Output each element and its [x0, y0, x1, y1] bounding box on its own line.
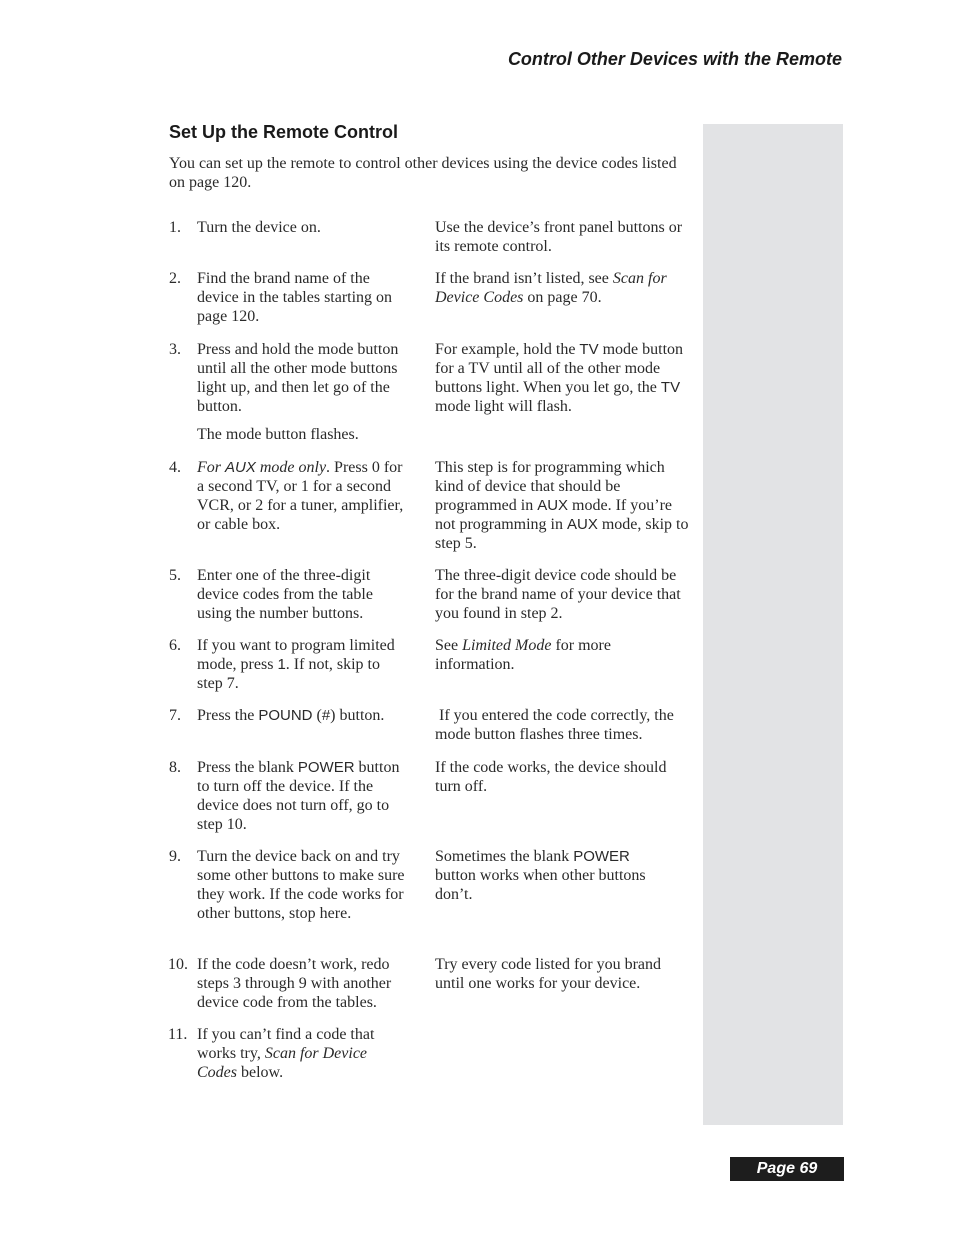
side-margin-panel — [703, 124, 843, 1125]
button-name: TV — [660, 379, 681, 396]
intro-paragraph: You can set up the remote to control other devices using the device codes listed on page 120. — [169, 155, 677, 191]
step-instruction — [197, 1025, 397, 1082]
step-instruction — [197, 458, 407, 534]
step-number: 8. — [169, 759, 181, 776]
step-note: If you entered the code correctly, the mode button flashes three times. — [435, 707, 678, 743]
step-note — [435, 458, 690, 553]
step-instruction: Enter one of the three-digit device codes from the table using the number buttons. — [197, 567, 373, 622]
button-name: POUND — [258, 707, 313, 724]
step-number: 1. — [169, 219, 181, 236]
step-instruction: If the code doesn’t work, redo steps 3 through 9 with another device code from the tables. — [197, 956, 392, 1011]
button-name: TV — [579, 341, 599, 358]
running-header: Control Other Devices with the Remote — [507, 49, 842, 69]
instruction-text: button to turn off the device. If the device does not turn off, go to step 10. — [197, 759, 400, 833]
note-text: on page 70. — [523, 289, 602, 306]
step-note — [435, 636, 690, 674]
instruction-text: . If not, skip to step 7. — [197, 656, 380, 692]
cross-reference: Scan for Device Codes — [435, 270, 667, 306]
instruction-text: below. — [237, 1064, 284, 1081]
note-text: for more information. — [435, 637, 611, 673]
step-instruction — [197, 706, 422, 725]
step-instruction: Find the brand name of the device in the tables starting on page 120. — [197, 270, 393, 325]
button-name: POWER — [573, 848, 630, 865]
step-instruction — [197, 636, 407, 693]
step-number: 3. — [169, 341, 181, 358]
step-number: 11. — [168, 1026, 188, 1043]
note-text: button works when other buttons don’t. — [435, 867, 646, 903]
section-title: Set Up the Remote Control — [169, 122, 399, 142]
note-text: Sometimes the blank — [435, 848, 574, 865]
step-number: 6. — [169, 637, 181, 654]
step-instruction — [197, 340, 407, 444]
instruction-text: Press the blank — [197, 759, 298, 776]
button-name: AUX — [537, 497, 569, 514]
step-number: 4. — [169, 459, 181, 476]
note-text: mode, skip to step 5. — [435, 516, 689, 552]
step-result: The mode button flashes. — [197, 426, 359, 443]
instruction-text: Press the — [197, 707, 259, 724]
step-instruction: Turn the device on. — [197, 219, 321, 236]
note-text: mode button for a TV until all of the other mode buttons light. When you let go, the — [435, 341, 684, 396]
button-name: POWER — [297, 759, 355, 776]
button-name: 1 — [277, 656, 286, 673]
page-number-badge: Page 69 — [730, 1157, 844, 1181]
step-number: 9. — [169, 848, 181, 865]
step-note: The three-digit device code should be for the brand name of your device that you found in step 2. — [435, 567, 681, 622]
step-note — [435, 269, 690, 307]
instruction-text: If you can’t find a code that works try, — [197, 1026, 375, 1062]
instruction-text: ( — [312, 707, 322, 724]
note-text: mode light will flash. — [435, 398, 572, 415]
note-text: This step is for programming which kind of device that should be programmed in — [435, 459, 665, 514]
cross-reference: Limited Mode — [462, 637, 552, 654]
step-note: Try every code listed for you brand until one works for your device. — [435, 956, 662, 992]
step-note — [435, 340, 690, 416]
instruction-text: ) button. — [330, 707, 385, 724]
instruction-text: Press and hold the mode button until all the other mode buttons light up, and then let go of the button. — [197, 341, 399, 415]
note-text: mode. If you’re not programming in — [435, 497, 673, 533]
button-name: # — [321, 707, 331, 724]
step-note: Use the device’s front panel buttons or its remote control. — [435, 219, 683, 255]
step-number: 10. — [168, 956, 188, 973]
button-name: AUX — [566, 516, 598, 533]
step-instruction: Turn the device back on and try some other buttons to make sure they work. If the code works for other buttons, stop here. — [197, 848, 405, 922]
step-note: If the code works, the device should turn off. — [435, 759, 667, 795]
instruction-text: If you want to program limited mode, press — [197, 637, 395, 673]
step-number: 5. — [169, 567, 181, 584]
button-name: AUX — [225, 459, 256, 476]
step-number: 2. — [169, 270, 181, 287]
emphasis: For — [197, 459, 225, 476]
note-text: If the brand isn’t listed, see — [435, 270, 613, 287]
step-instruction — [197, 758, 407, 834]
step-note — [435, 847, 670, 904]
cross-reference: Scan for Device Codes — [197, 1045, 368, 1081]
emphasis: mode only — [255, 459, 327, 476]
note-text: For example, hold the — [435, 341, 580, 358]
step-number: 7. — [169, 707, 181, 724]
note-text: See — [435, 637, 463, 654]
instruction-text: . Press 0 for a second TV, or 1 for a second VCR, or 2 for a tuner, amplifier, or cable box. — [197, 459, 404, 533]
